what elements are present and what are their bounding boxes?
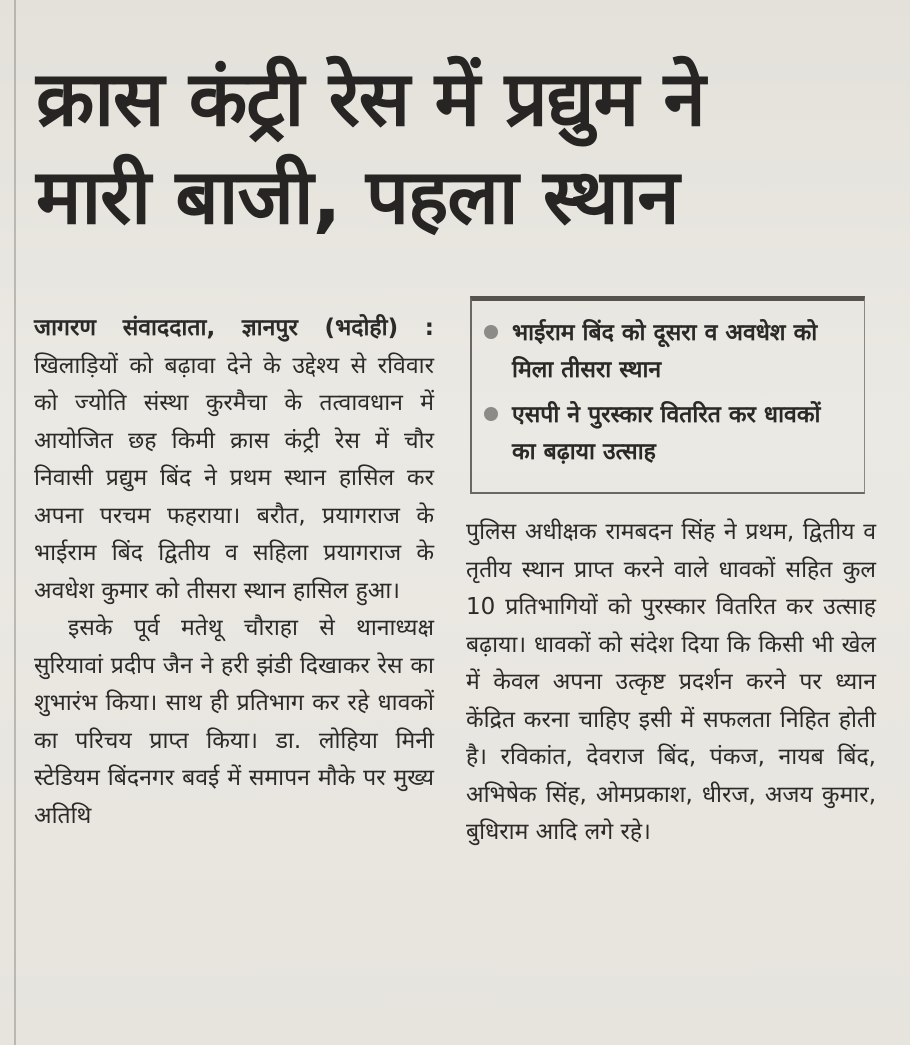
highlight-text: एसपी ने पुरस्कार वितरित कर धावकों का बढ़ाया उत्साह — [512, 402, 821, 465]
paragraph-1-text: खिलाड़ियों को बढ़ावा देने के उद्देश्य से रविवार को ज्योति संस्था कुरमैचा के तत्वावधान में आयोजित छह किमी क्रास कंट्री रेस में चौर निवासी प्रद्युम बिंद ने प्रथम स्थान हासिल कर अपना परचम फहराया। बरौत, प्रयागराज के भाईराम बिंद द्वितीय व सहिला प्रयागराज के अवधेश कुमार को तीसरा स्थान हासिल हुआ। — [34, 352, 434, 604]
article-paragraph-3: पुलिस अधीक्षक रामबदन सिंह ने प्रथम, द्वितीय व तृतीय स्थान प्राप्त करने वाले धावकों सहित कुल 10 प्रतिभागियों को पुरस्कार वितरित कर उत्साह बढ़ाया। धावकों को संदेश दिया कि किसी भी खेल में केवल अपना उत्कृष्ट प्रदर्शन करने पर ध्यान केंद्रित करना चाहिए इसी में सफलता निहित होती है। रविकांत, देवराज बिंद, पंकज, नायब बिंद, अभिषेक सिंह, ओमप्रकाश, धीरज, अजय कुमार, बुधिराम आदि लगे रहे। — [466, 519, 876, 845]
column-rule — [14, 0, 16, 1045]
bullet-dot-icon — [484, 407, 498, 421]
highlight-item — [484, 397, 850, 471]
bullet-dot-icon — [484, 325, 498, 339]
byline: जागरण संवाददाता, ज्ञानपुर (भदोही) : — [34, 315, 434, 341]
highlight-item — [484, 315, 850, 389]
headline-line-2: मारी बाजी, पहला स्थान — [36, 152, 679, 241]
article-right-column — [466, 514, 876, 852]
article-left-column — [34, 310, 434, 835]
article-paragraph-2: इसके पूर्व मतेथू चौराहा से थानाध्यक्ष सुरियावां प्रदीप जैन ने हरी झंडी दिखाकर रेस का शुभारंभ किया। साथ ही प्रतिभाग कर रहे धावकों का परिचय प्राप्त किया। डा. लोहिया मिनी स्टेडियम बिंदनगर बवई में समापन मौके पर मुख्य अतिथि — [34, 615, 434, 829]
highlights-box — [470, 296, 865, 494]
headline-line-1: क्रास कंट्री रेस में प्रद्युम ने — [36, 54, 705, 143]
article-paragraph-1 — [34, 310, 434, 610]
highlight-text: भाईराम बिंद को दूसरा व अवधेश को मिला तीसरा स्थान — [512, 320, 818, 383]
headline — [36, 50, 896, 246]
